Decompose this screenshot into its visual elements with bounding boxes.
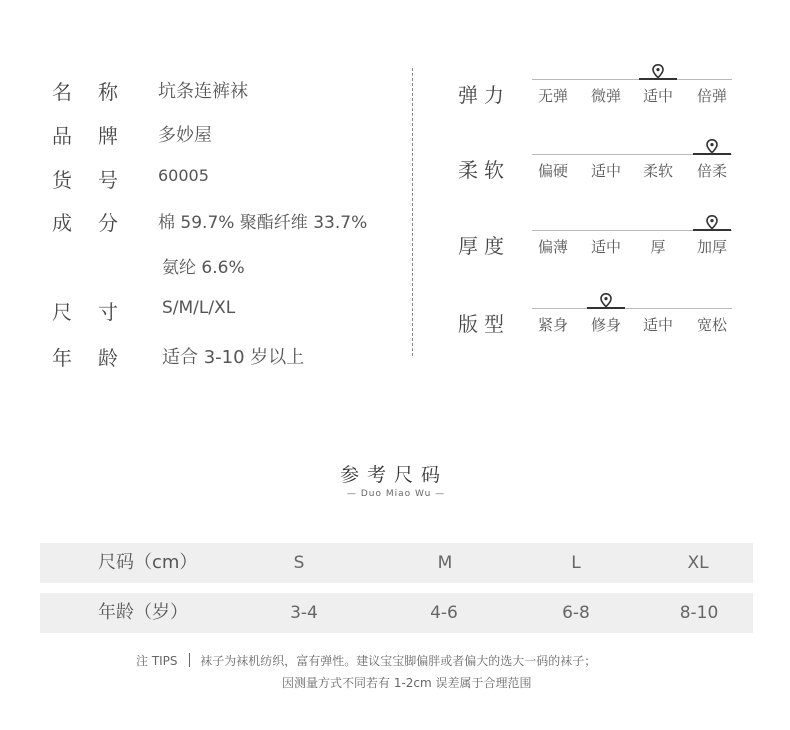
scale-track — [532, 79, 732, 80]
table-header-age: 年龄（岁） — [98, 602, 188, 623]
scale-option: 无弹 — [537, 87, 569, 105]
notes-separator — [189, 653, 190, 667]
table-row-size — [40, 543, 753, 583]
scale-option: 适中 — [642, 87, 674, 105]
scale-option: 偏薄 — [537, 238, 569, 256]
scale-option: 适中 — [590, 238, 622, 256]
scale-option: 柔软 — [642, 162, 674, 180]
info-value-brand: 多妙屋 — [158, 125, 212, 146]
scale-option: 偏硬 — [537, 162, 569, 180]
location-pin-icon — [652, 64, 664, 78]
info-value-name: 坑条连裤袜 — [158, 81, 248, 102]
info-value-composition: 棉 59.7% 聚酯纤维 33.7% — [158, 213, 368, 233]
scale-option: 厚 — [650, 238, 666, 256]
table-cell: 8-10 — [679, 603, 719, 623]
vertical-divider — [412, 68, 413, 356]
notes-line-2: 因测量方式不同若有 1-2cm 误差属于合理范围 — [282, 676, 532, 690]
scale-selected-mark — [639, 78, 677, 80]
info-value-size: S/M/L/XL — [162, 298, 236, 318]
table-cell: L — [571, 553, 581, 573]
table-cell: 4-6 — [430, 603, 458, 623]
scale-option: 加厚 — [696, 238, 728, 256]
scale-title: 厚度 — [458, 234, 510, 258]
notes-text-1: 袜子为袜机纺织，富有弹性。建议宝宝脚偏胖或者偏大的选大一码的袜子； — [200, 654, 597, 668]
scale-title: 版型 — [458, 312, 510, 336]
table-cell: 6-8 — [562, 603, 590, 623]
scale-option: 适中 — [590, 162, 622, 180]
location-pin-icon — [600, 293, 612, 307]
info-label-size: 尺寸 — [52, 300, 144, 324]
table-row-age — [40, 593, 753, 633]
size-chart-title: 参考尺码 — [340, 464, 449, 486]
scale-option: 倍弹 — [696, 87, 728, 105]
scale-option: 适中 — [642, 316, 674, 334]
scale-title: 弹力 — [458, 83, 510, 107]
scale-selected-mark — [587, 307, 625, 309]
notes-prefix: 注 TIPS — [136, 654, 178, 668]
table-cell: M — [437, 553, 453, 573]
info-label-composition: 成分 — [52, 211, 144, 235]
info-value-composition-2: 氨纶 6.6% — [162, 258, 245, 278]
info-label-name: 名称 — [52, 80, 144, 104]
table-cell: 3-4 — [290, 603, 318, 623]
scale-option: 微弹 — [590, 87, 622, 105]
table-cell: XL — [687, 553, 709, 573]
info-value-age: 适合 3-10 岁以上 — [162, 347, 305, 368]
scale-option: 倍柔 — [696, 162, 728, 180]
info-value-sku: 60005 — [158, 166, 209, 185]
notes-line-1 — [136, 652, 596, 669]
scale-option: 紧身 — [537, 316, 569, 334]
location-pin-icon — [706, 139, 718, 153]
info-label-age: 年龄 — [52, 346, 144, 370]
info-label-brand: 品牌 — [52, 124, 144, 148]
scale-selected-mark — [693, 229, 731, 231]
scale-option: 宽松 — [696, 316, 728, 334]
location-pin-icon — [706, 215, 718, 229]
scale-option: 修身 — [590, 316, 622, 334]
scale-selected-mark — [693, 153, 731, 155]
info-label-sku: 货号 — [52, 168, 144, 192]
table-header-size: 尺码（cm） — [98, 552, 198, 573]
scale-track — [532, 308, 732, 309]
size-chart-subtitle: — Duo Miao Wu — — [347, 489, 446, 499]
scale-title: 柔软 — [458, 158, 510, 182]
table-cell: S — [293, 553, 305, 573]
